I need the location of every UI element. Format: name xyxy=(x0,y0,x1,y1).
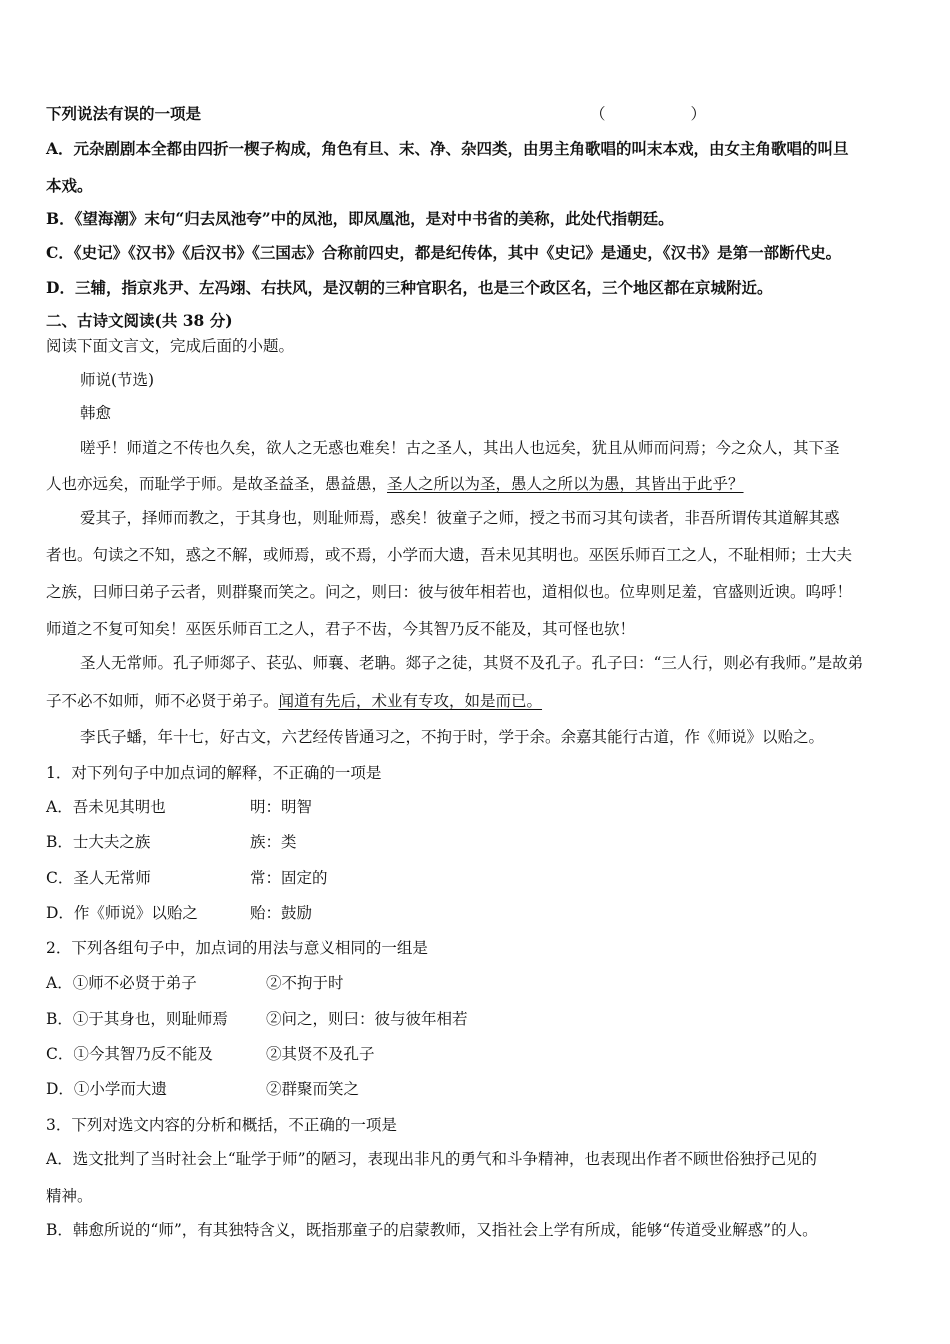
passage-p4: 李氏子蟠，年十七，好古文，六艺经传皆通习之，不拘于时，学于余。余嘉其能行古道，作《师说》以贻之。 xyxy=(80,728,825,746)
q1-option-a: A．吾未见其明也 xyxy=(46,798,166,816)
reading-intro: 阅读下面文言文，完成后面的小题。 xyxy=(46,337,295,355)
passage-author: 韩愈 xyxy=(80,404,112,422)
underlined-sentence-2: 闻道有先后，术业有专攻，如是而已。 xyxy=(278,692,543,710)
q1-option-b: B．士大夫之族 xyxy=(46,833,151,851)
q1-option-b-gloss: 族：类 xyxy=(250,833,297,851)
q1-option-a-gloss: 明：明智 xyxy=(250,798,313,816)
q2-option-b: B．①于其身也，则耻师焉 xyxy=(46,1010,228,1028)
q1-stem: 1．对下列句子中加点词的解释，不正确的一项是 xyxy=(46,764,382,782)
q2-option-a: A．①师不必贤于弟子 xyxy=(46,974,197,992)
q3-option-a-line1: A．选文批判了当时社会上“耻学于师”的陋习，表现出非凡的勇气和斗争精神，也表现出作者不顾世俗独抒己见的 xyxy=(46,1150,818,1168)
q1-option-d-gloss: 贻：鼓励 xyxy=(250,904,313,922)
passage-p2-line3: 之族，曰师曰弟子云者，则群聚而笑之。问之，则曰：彼与彼年相若也，道相似也。位卑则足羞，官盛则近谀。呜呼！ xyxy=(46,583,853,601)
q1-option-c: C．圣人无常师 xyxy=(46,869,151,887)
passage-p2-line1: 爱其子，择师而教之，于其身也，则耻师焉，惑矣！彼童子之师，授之书而习其句读者，非吾所谓传其道解其惑 xyxy=(80,509,840,527)
q2-option-d-second: ②群聚而笑之 xyxy=(266,1080,360,1098)
q3-option-a-line2: 精神。 xyxy=(46,1187,93,1205)
option-c: C．《史记》《汉书》《后汉书》《三国志》合称前四史，都是纪传体，其中《史记》是通史，《汉书》是第一部断代史。 xyxy=(46,243,842,262)
q2-stem: 2．下列各组句子中，加点词的用法与意义相同的一组是 xyxy=(46,939,428,957)
q3-stem: 3．下列对选文内容的分析和概括，不正确的一项是 xyxy=(46,1116,397,1134)
q1-option-d: D．作《师说》以贻之 xyxy=(46,904,198,922)
passage-p2-line4: 师道之不复可知矣！巫医乐师百工之人，君子不齿，今其智乃反不能及，其可怪也欤！ xyxy=(46,620,636,638)
option-b: B．《望海潮》末句“归去凤池夸”中的凤池，即凤凰池，是对中书省的美称，此处代指朝廷。 xyxy=(46,209,674,228)
option-a-line1: A．元杂剧剧本全都由四折一楔子构成，角色有旦、末、净、杂四类，由男主角歌唱的叫末本戏，由女主角歌唱的叫旦 xyxy=(46,139,849,158)
option-d: D．三辅，指京兆尹、左冯翊、右扶风，是汉朝的三种官职名，也是三个政区名，三个地区都在京城附近。 xyxy=(46,278,773,297)
q2-option-c-second: ②其贤不及孔子 xyxy=(266,1045,375,1063)
section-heading: 二、古诗文阅读(共 38 分) xyxy=(46,311,233,330)
question-stem: 下列说法有误的一项是 xyxy=(46,104,202,123)
underlined-sentence-1: 圣人之所以为圣，愚人之所以为愚，其皆出于此乎？ xyxy=(387,475,744,493)
passage-p2-line2: 者也。句读之不知，惑之不解，或师焉，或不焉，小学而大遗，吾未见其明也。巫医乐师百工之人，不耻相师；士大夫 xyxy=(46,546,853,564)
passage-p1-line1: 嗟乎！师道之不传也久矣，欲人之无惑也难矣！古之圣人，其出人也远矣，犹且从师而问焉；今之众人，其下圣 xyxy=(80,439,840,457)
q1-option-c-gloss: 常：固定的 xyxy=(250,869,328,887)
option-a-line2: 本戏。 xyxy=(46,176,93,195)
q2-option-a-second: ②不拘于时 xyxy=(266,974,344,992)
passage-p3-line2: 子不必不如师，师不必贤于弟子。闻道有先后，术业有专攻，如是而已。 xyxy=(46,692,543,710)
passage-title: 师说(节选) xyxy=(80,371,155,389)
q2-option-c: C．①今其智乃反不能及 xyxy=(46,1045,213,1063)
q2-option-d: D．①小学而大遗 xyxy=(46,1080,167,1098)
q3-option-b: B．韩愈所说的“师”，有其独特含义，既指那童子的启蒙教师，又指社会上学有所成，能够“传道受业解惑”的人。 xyxy=(46,1221,818,1239)
q2-option-b-second: ②问之，则曰：彼与彼年相若 xyxy=(266,1010,468,1028)
passage-p3-line1: 圣人无常师。孔子师郯子、苌弘、师襄、老聃。郯子之徒，其贤不及孔子。孔子曰：“三人行，则必有我师。”是故弟 xyxy=(80,654,864,672)
passage-p1-line2: 人也亦远矣，而耻学于师。是故圣益圣，愚益愚，圣人之所以为圣，愚人之所以为愚，其皆出于此乎？ xyxy=(46,475,744,493)
answer-blank: （ ） xyxy=(590,105,725,123)
